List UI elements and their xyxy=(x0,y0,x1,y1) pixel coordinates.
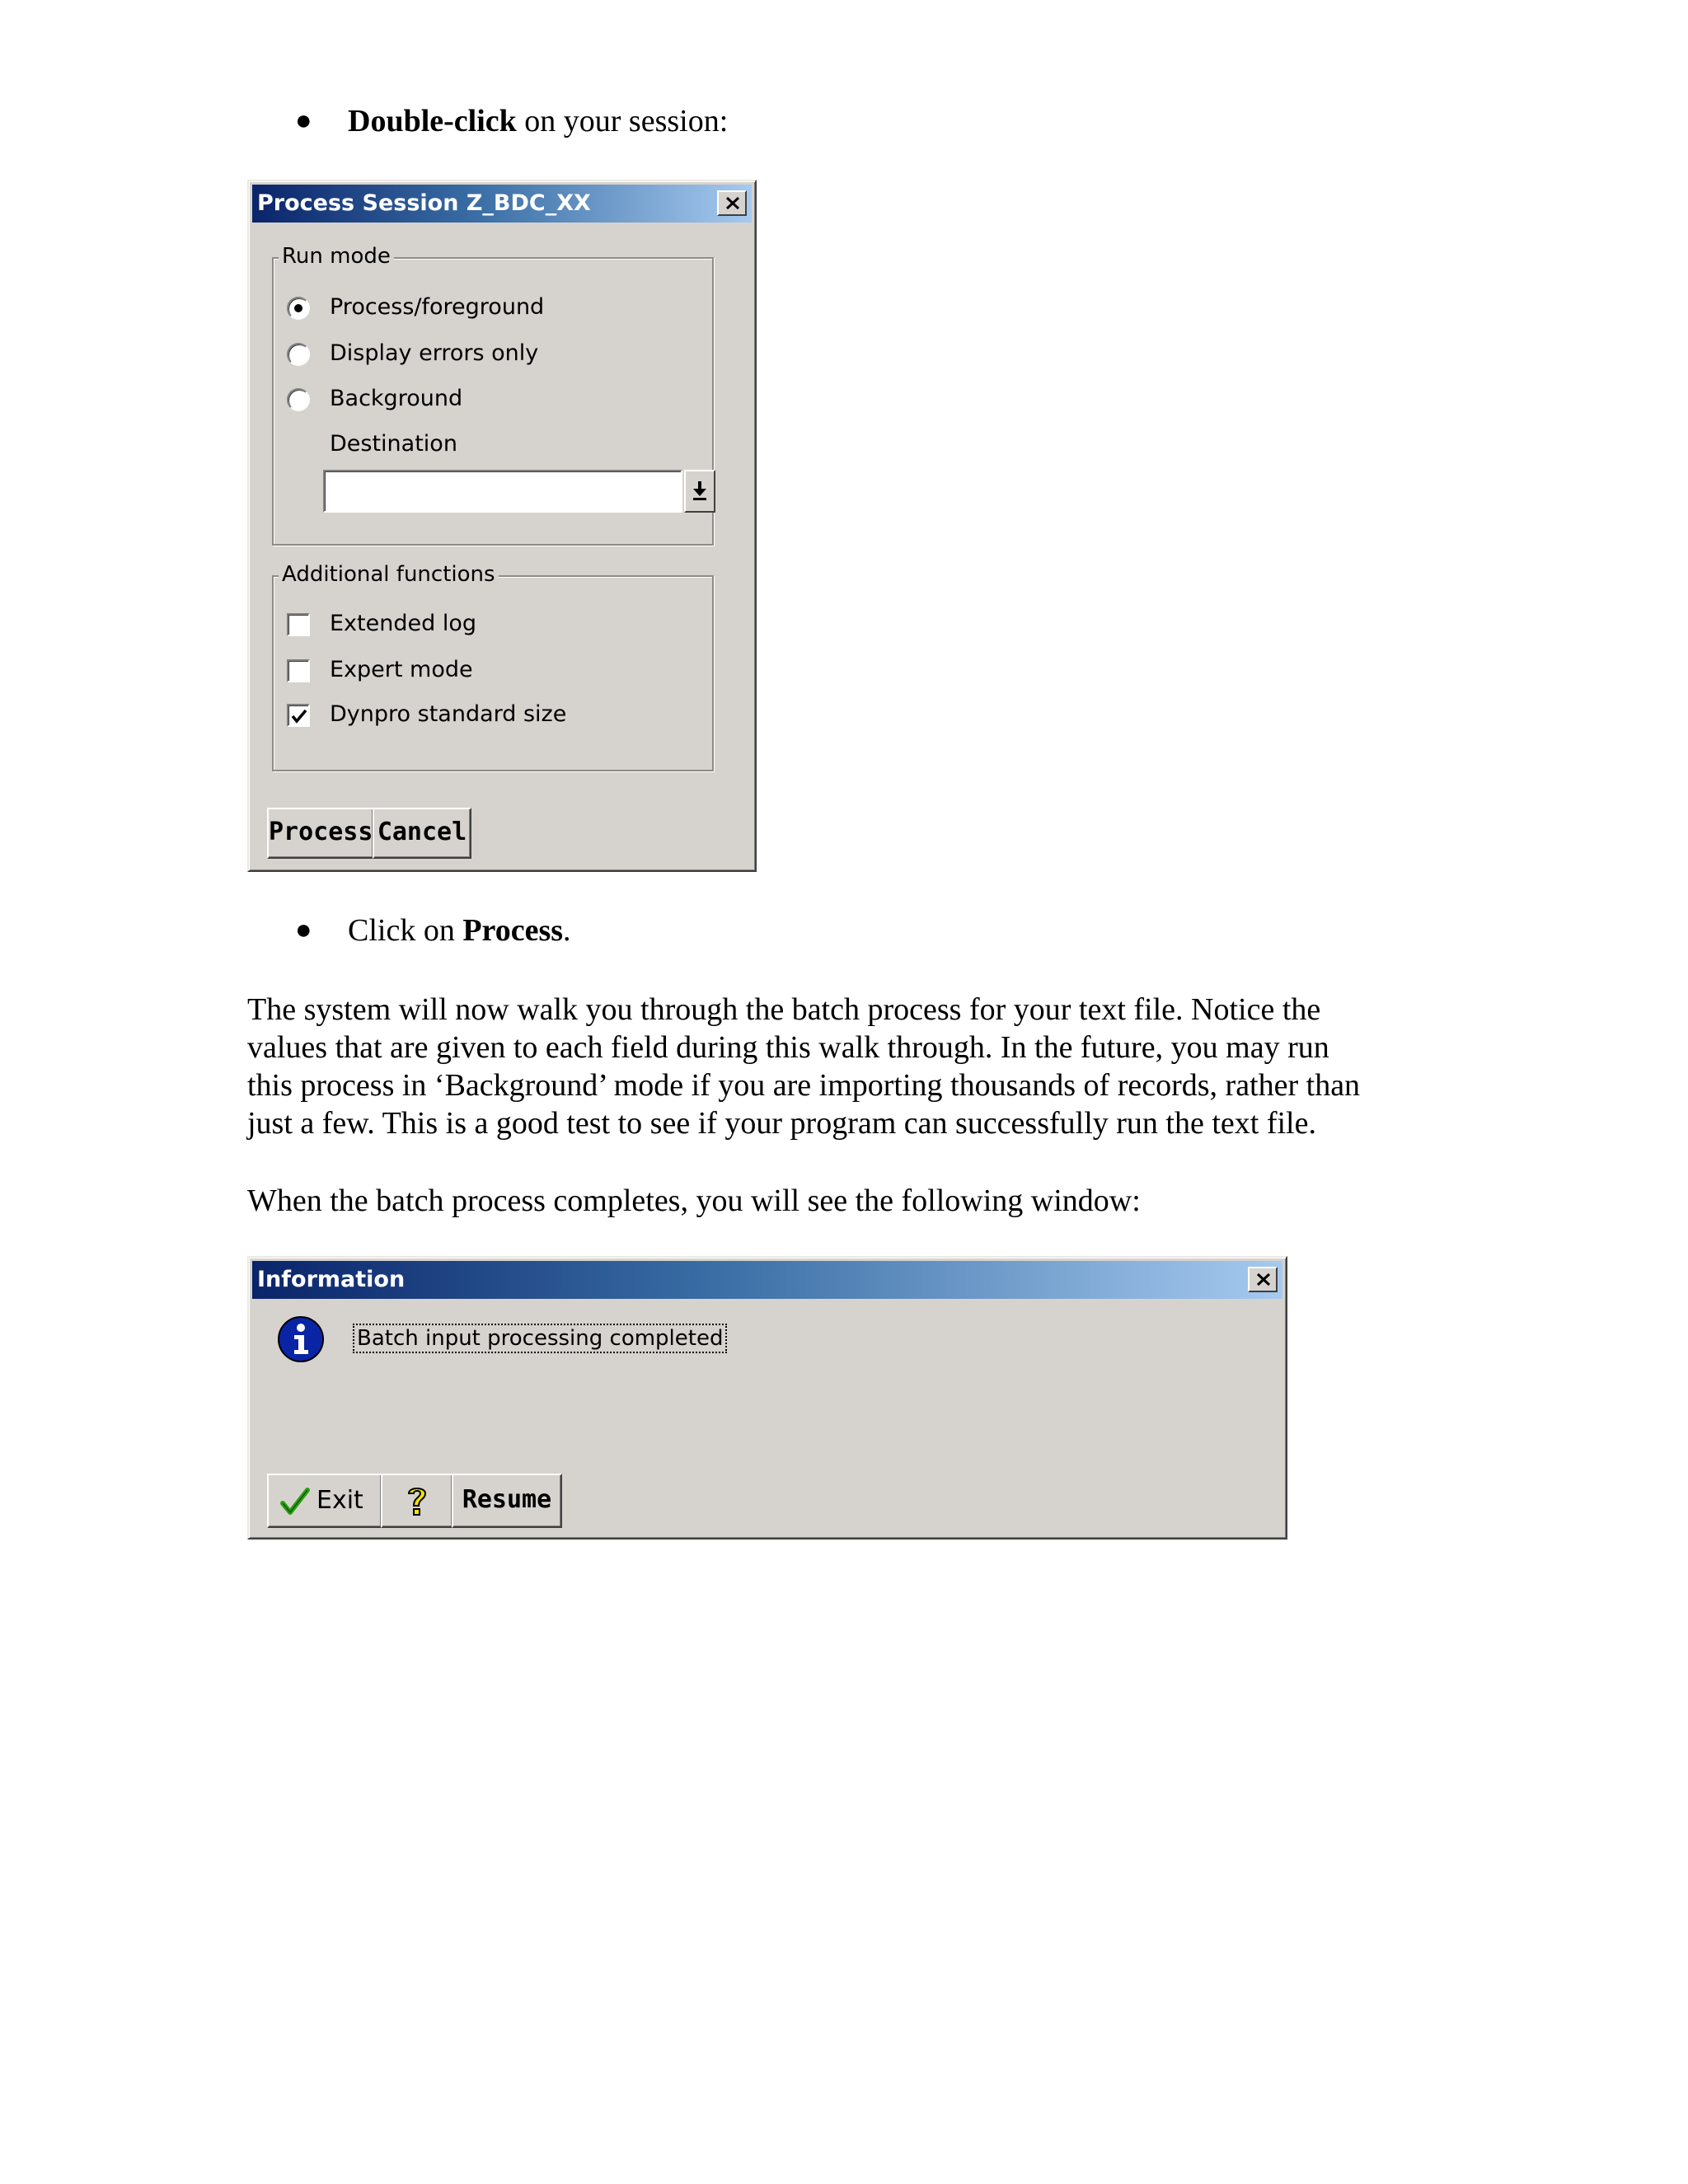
bold-double-click: Double-click xyxy=(348,104,517,138)
dialog-titlebar[interactable] xyxy=(252,185,752,223)
exit-button[interactable] xyxy=(267,1474,382,1528)
info-icon xyxy=(277,1315,325,1363)
process-button[interactable] xyxy=(267,808,374,859)
checkbox-label-extended-log[interactable]: Extended log xyxy=(330,611,476,636)
run-mode-legend: Run mode xyxy=(279,242,394,270)
bullet-text-1 xyxy=(348,102,728,140)
bullet-2-suffix: . xyxy=(563,913,571,948)
radio-background[interactable] xyxy=(287,388,310,411)
additional-functions-legend: Additional functions xyxy=(279,560,499,588)
completion-sentence: When the batch process completes, you will see the following window: xyxy=(247,1183,1141,1218)
radio-label-display-errors[interactable]: Display errors only xyxy=(330,340,539,366)
process-session-dialog xyxy=(247,180,757,872)
help-button[interactable] xyxy=(381,1474,453,1528)
info-dialog-title: Information xyxy=(257,1267,406,1292)
walkthrough-paragraph xyxy=(247,991,1360,1142)
cancel-button-label: Cancel xyxy=(377,818,467,846)
checkbox-extended-log[interactable] xyxy=(287,613,310,636)
bullet-item-1 xyxy=(295,101,312,140)
destination-input[interactable] xyxy=(323,470,682,513)
additional-functions-group xyxy=(272,562,714,771)
bullet-text-2 xyxy=(348,912,571,949)
checkmark-icon xyxy=(291,708,307,724)
cancel-button[interactable] xyxy=(373,808,471,859)
info-close-button[interactable] xyxy=(1248,1267,1278,1292)
dropdown-arrow-icon xyxy=(692,480,707,503)
bullet-dot: ● xyxy=(295,915,312,945)
information-dialog xyxy=(247,1256,1287,1540)
paragraph-line: The system will now walk you through the batch process for your text file. Notice the xyxy=(247,992,1321,1027)
close-icon xyxy=(724,195,741,211)
checkbox-expert-mode[interactable] xyxy=(287,659,310,682)
green-checkmark-icon xyxy=(280,1487,310,1516)
destination-label: Destination xyxy=(330,431,457,457)
run-mode-group xyxy=(272,244,714,546)
info-dialog-titlebar[interactable] xyxy=(252,1261,1282,1299)
paragraph-line: this process in ‘Background’ mode if you are importing thousands of records, rather than xyxy=(247,1068,1361,1103)
bullet-2-prefix: Click on xyxy=(348,913,463,948)
bullet-item-2 xyxy=(295,910,312,949)
bold-process: Process xyxy=(462,913,564,948)
close-icon xyxy=(1255,1272,1272,1287)
radio-label-process-foreground[interactable]: Process/foreground xyxy=(330,294,545,320)
checkbox-dynpro-standard-size[interactable] xyxy=(287,704,310,727)
checkbox-label-expert-mode[interactable]: Expert mode xyxy=(330,657,473,682)
exit-button-label: Exit xyxy=(316,1486,363,1515)
paragraph-line: values that are given to each field during this walk through. In the future, you may run xyxy=(247,1030,1329,1065)
yellow-question-icon xyxy=(404,1483,430,1518)
destination-dropdown-button[interactable] xyxy=(684,470,715,513)
dialog-title: Process Session Z_BDC_XX xyxy=(257,190,591,216)
bullet-dot: ● xyxy=(295,105,312,136)
radio-display-errors[interactable] xyxy=(287,343,310,366)
radio-process-foreground[interactable] xyxy=(287,297,310,320)
radio-label-background[interactable]: Background xyxy=(330,386,463,411)
close-button[interactable] xyxy=(717,190,747,216)
resume-button-label: Resume xyxy=(462,1485,552,1514)
paragraph-line: just a few. This is a good test to see if your program can successfully run the text file. xyxy=(247,1106,1316,1141)
checkbox-label-dynpro-standard-size[interactable]: Dynpro standard size xyxy=(330,701,567,727)
resume-button[interactable] xyxy=(452,1474,562,1528)
process-button-label: Process xyxy=(269,818,373,846)
info-message: Batch input processing completed xyxy=(353,1324,727,1353)
bullet-1-rest: on your session: xyxy=(516,104,729,138)
